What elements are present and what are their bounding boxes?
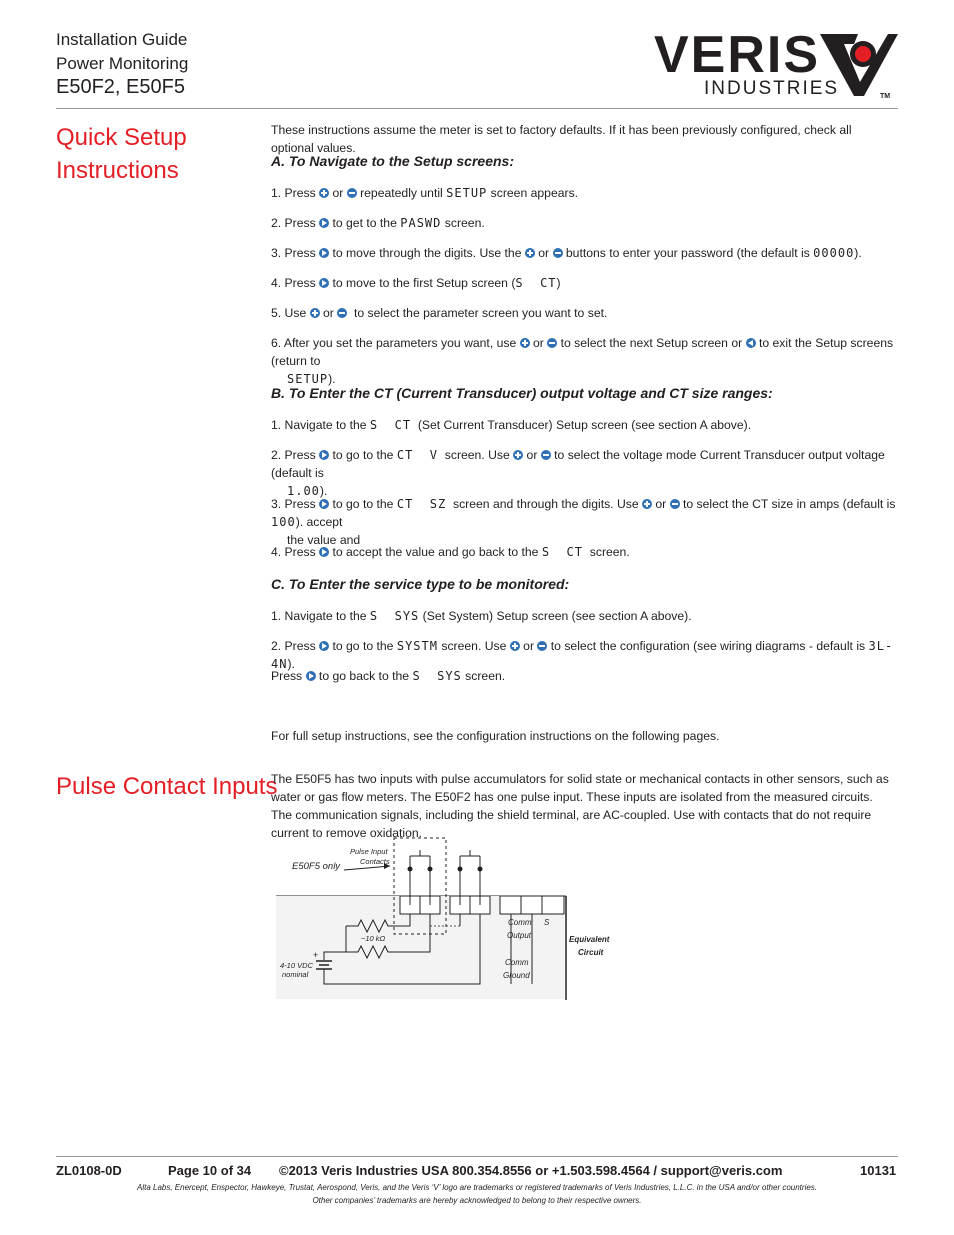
step-text: the value and (287, 533, 361, 547)
pulse-contact-title: Pulse Contact Inputs (56, 773, 278, 800)
step-text: 4. Press (271, 545, 320, 559)
quick-setup-closing: For full setup instructions, see the configuration instructions on the following pages. (271, 729, 720, 743)
step-text: screen and through the digits. Use (446, 497, 643, 511)
section-a-step-2 (271, 214, 896, 232)
logo-trademark: TM (880, 93, 891, 100)
product-line: Power Monitoring (56, 54, 189, 73)
page-number: Page 10 of 34 (168, 1163, 252, 1178)
lcd-s-ct: S CT (369, 418, 412, 432)
lcd-setup: SETUP (287, 372, 329, 386)
header-rule (56, 108, 898, 109)
step-text: 5. Use (271, 306, 310, 320)
circuit-label: Circuit (578, 948, 604, 957)
section-a-heading: A. To Navigate to the Setup screens: (271, 153, 514, 169)
lcd-s-ct: S CT (515, 276, 557, 290)
veris-logo-mark (654, 26, 899, 102)
step-text: ). (328, 372, 336, 386)
lcd-ct-sz: CT SZ (396, 497, 447, 511)
step-text: 6. After you set the parameters you want, use (271, 336, 520, 350)
lcd-setup: SETUP (446, 186, 488, 200)
step-text: 2. Press (271, 639, 320, 653)
step-text: screen. Use (437, 639, 510, 653)
step-text: ). (287, 657, 295, 671)
comm-output-label-2: Output (507, 931, 532, 940)
step-text: 2. Press (271, 448, 320, 462)
plus-button-icon (642, 499, 652, 509)
section-b-step-1 (271, 416, 896, 434)
step-text: to get to the (329, 216, 401, 230)
callout-arrow (344, 866, 390, 870)
step-text: or (319, 306, 338, 320)
plus-button-icon (520, 338, 530, 348)
step-text: screen. Use (437, 448, 514, 462)
step-text: to go to the (329, 448, 397, 462)
model-number: E50F2, E50F5 (56, 76, 185, 98)
lcd-s-sys: S SYS (412, 669, 462, 683)
quick-setup-intro: These instructions assume the meter is set to factory defaults. If it has been previously configured, check all optional values. (271, 123, 852, 155)
step-text: ). (319, 484, 328, 498)
resistor-value-label: ~10 kΩ (361, 934, 386, 943)
quick-setup-title-line1: Quick Setup (56, 124, 187, 151)
step-text: to move through the digits. Use the (329, 246, 525, 260)
minus-button-icon (670, 499, 680, 509)
step-text: to go to the (329, 497, 397, 511)
step-text: or (329, 186, 347, 200)
revision-code: 10131 (860, 1163, 897, 1178)
step-text: or (519, 639, 538, 653)
lcd-s-sys: S SYS (369, 609, 420, 623)
pulse-contact-body: The E50F5 has two inputs with pulse accumulators for solid state or mechanical contacts in other sensors, such as water or gas flow meters. The E50F2 has one pulse input. These inputs are isolated from the measured circuits. The communication signals, including the shield terminal, are AC-coupled. Use with contacts that do not require current to remove oxidation. (271, 772, 889, 840)
comm-ground-label-1: Comm (505, 958, 529, 967)
step-text: to select the configuration (see wiring diagrams - default is (547, 639, 869, 653)
document-id: ZL0108-0D (56, 1163, 122, 1178)
plus-button-icon (319, 188, 329, 198)
svg-text:+: + (313, 950, 319, 960)
minus-button-icon (537, 641, 547, 651)
plus-button-icon (510, 641, 520, 651)
lcd-default-system: 3L-4N (271, 639, 894, 671)
step-text: 3. Press (271, 497, 320, 511)
logo-subtitle: INDUSTRIES (704, 78, 840, 99)
terminal-block-comm (500, 896, 564, 914)
quick-setup-title-line2: Instructions (56, 157, 179, 184)
section-a-step-5 (271, 304, 896, 322)
left-arrow-button-icon (746, 338, 756, 348)
step-text: to accept the value and go back to the (329, 545, 542, 559)
lcd-systm: SYSTM (396, 639, 438, 653)
lcd-ct-v: CT V (396, 448, 438, 462)
shield-label: S (544, 918, 550, 927)
step-text: buttons to enter your password (the default is (562, 246, 814, 260)
vdc-label: 4-10 VDC (280, 961, 313, 970)
step-text: or (534, 246, 553, 260)
step-text: to go back to the (315, 669, 413, 683)
doc-type: Installation Guide (56, 30, 188, 49)
plus-button-icon (525, 248, 535, 258)
section-b-step-2 (271, 446, 896, 500)
lcd-default-password: 00000 (813, 246, 855, 260)
section-c-heading: C. To Enter the service type to be monitored: (271, 576, 570, 592)
lcd-default-ct-size: 100 (271, 515, 296, 529)
minus-button-icon (337, 308, 347, 318)
minus-button-icon (541, 450, 551, 460)
section-c-step-3 (271, 667, 896, 685)
veris-logo (654, 26, 899, 102)
step-text: repeatedly until (356, 186, 447, 200)
step-text: (Set System) Setup screen (see section A above). (419, 609, 692, 623)
step-text: screen. (461, 669, 506, 683)
equivalent-circuit-diagram (276, 834, 616, 1004)
section-a-step-1 (271, 184, 896, 202)
step-text: screen. (441, 216, 485, 230)
step-text: 4. Press (271, 276, 320, 290)
trademark-notice-2: Other companies’ trademarks are hereby acknowledged to belong to their respective owners. (312, 1196, 642, 1205)
right-arrow-button-icon (319, 278, 329, 288)
section-b-heading: B. To Enter the CT (Current Transducer) output voltage and CT size ranges: (271, 385, 773, 401)
step-text: Press (271, 669, 306, 683)
comm-ground-label-2: Ground (503, 971, 530, 980)
lcd-s-ct: S CT (541, 545, 583, 559)
pulse-input-diagram (276, 834, 616, 1004)
step-text: to select the parameter screen you want to set. (347, 306, 608, 320)
right-arrow-button-icon (319, 499, 329, 509)
section-b-step-3 (271, 495, 896, 549)
right-arrow-button-icon (319, 450, 329, 460)
comm-output-label-1: Comm (508, 918, 532, 927)
pulse-input-label: Pulse Input (350, 847, 388, 856)
step-text: ). (854, 246, 862, 260)
minus-button-icon (347, 188, 357, 198)
step-text: to move to the first Setup screen ( (329, 276, 516, 290)
step-text: to select the next Setup screen or (557, 336, 746, 350)
step-text: ). accept (295, 515, 343, 529)
section-a-step-4 (271, 274, 896, 292)
step-text: to select the CT size in amps (default is (679, 497, 896, 511)
step-text: or (523, 448, 541, 462)
step-text: 1. Press (271, 186, 320, 200)
plus-button-icon (513, 450, 523, 460)
step-text: to go to the (329, 639, 397, 653)
step-text: screen appears. (487, 186, 579, 200)
right-arrow-button-icon (319, 547, 329, 557)
step-text: to exit the Setup screens (return to (271, 336, 894, 368)
trademark-notice-1: Alta Labs, Enercept, Enspector, Hawkeye, Trustat, Aerospond, Veris, and the Veris ‘V’ logo are trademarks or registered trademarks of Veris Industries, L.L.C. in the USA and/or other countries. (136, 1183, 818, 1192)
section-a-step-3 (271, 244, 896, 262)
step-text: or (529, 336, 548, 350)
step-text: 1. Navigate to the (271, 609, 370, 623)
footer-rule (56, 1156, 898, 1157)
equivalent-label: Equivalent (569, 935, 610, 944)
minus-button-icon (553, 248, 563, 258)
step-text: 3. Press (271, 246, 320, 260)
contacts-label: Contacts (360, 857, 390, 866)
section-c-step-1 (271, 607, 896, 625)
minus-button-icon (547, 338, 557, 348)
step-text: screen. (582, 545, 630, 559)
plus-button-icon (310, 308, 320, 318)
right-arrow-button-icon (319, 218, 329, 228)
contact-info: ©2013 Veris Industries USA 800.354.8556 or +1.503.598.4564 / support@veris.com (279, 1163, 783, 1178)
lcd-default-voltage: 1.00 (287, 484, 320, 498)
lcd-paswd: PASWD (400, 216, 442, 230)
right-arrow-button-icon (306, 671, 316, 681)
step-text: 1. Navigate to the (271, 418, 370, 432)
right-arrow-button-icon (319, 248, 329, 258)
right-arrow-button-icon (319, 641, 329, 651)
step-text: (Set Current Transducer) Setup screen (see section A above). (411, 418, 752, 432)
e50f5-only-label: E50F5 only (292, 861, 341, 872)
step-text: or (652, 497, 670, 511)
nominal-label: nominal (282, 970, 309, 979)
step-text: ) (556, 276, 561, 290)
logo-word: VERIS (654, 26, 821, 84)
section-a-step-6 (271, 334, 896, 388)
step-text: to select the voltage mode Current Transducer output voltage (default is (271, 448, 885, 480)
step-text: 2. Press (271, 216, 320, 230)
section-b-step-4 (271, 543, 896, 561)
logo-dot-icon (855, 46, 871, 62)
